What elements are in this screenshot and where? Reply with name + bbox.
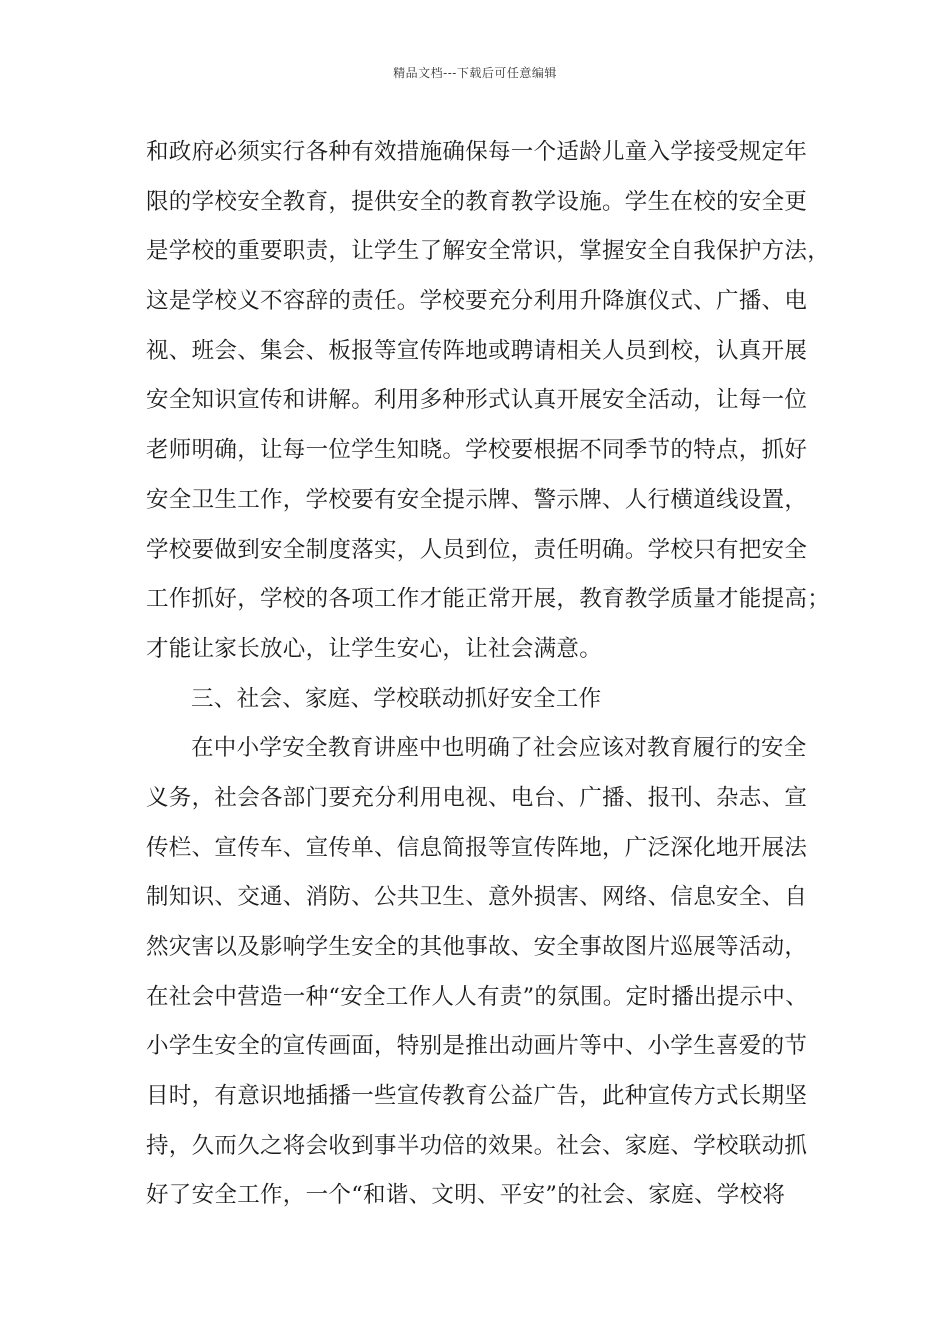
text-line: 视、班会、集会、板报等宣传阵地或聘请相关人员到校，认真开展 — [146, 337, 808, 364]
text-line: 和政府必须实行各种有效措施确保每一个适龄儿童入学接受规定年 — [146, 139, 808, 165]
section-heading: 三、社会、家庭、学校联动抓好安全工作 — [191, 685, 602, 712]
text-line: 义务，社会各部门要充分利用电视、电台、广播、报刊、杂志、宣 — [146, 784, 808, 811]
text-line: 然灾害以及影响学生安全的其他事故、安全事故图片巡展等活动， — [146, 934, 808, 960]
text-line: 限的学校安全教育，提供安全的教育教学设施。学生在校的安全更 — [146, 188, 808, 215]
text-line: 持，久而久之将会收到事半功倍的效果。社会、家庭、学校联动抓 — [146, 1132, 808, 1159]
text-line: 好了安全工作，一个“和谐、文明、平安”的社会、家庭、学校将 — [146, 1182, 786, 1209]
text-line: 目时，有意识地插播一些宣传教育公益广告，此种宣传方式长期坚 — [146, 1083, 808, 1110]
document-body — [146, 128, 831, 1221]
text-line: 安全卫生工作，学校要有安全提示牌、警示牌、人行横道线设置， — [146, 486, 808, 513]
text-line: 传栏、宣传车、宣传单、信息简报等宣传阵地，广泛深化地开展法 — [146, 834, 808, 861]
text-line: 制知识、交通、消防、公共卫生、意外损害、网络、信息安全、自 — [146, 884, 808, 911]
text-line: 老师明确，让每一位学生知晓。学校要根据不同季节的特点，抓好 — [146, 437, 808, 464]
text-line: 安全知识宣传和讲解。利用多种形式认真开展安全活动，让每一位 — [146, 387, 808, 414]
page-header: 精品文档---下载后可任意编辑 — [393, 66, 557, 80]
text-line: 在社会中营造一种“安全工作人人有责”的氛围。定时播出提示中、 — [146, 983, 809, 1010]
text-line: 才能让家长放心，让学生安心，让社会满意。 — [146, 635, 603, 662]
text-line: 这是学校义不容辞的责任。学校要充分利用升降旗仪式、广播、电 — [146, 288, 808, 315]
text-line: 在中小学安全教育讲座中也明确了社会应该对教育履行的安全 — [191, 735, 807, 762]
text-line: 小学生安全的宣传画面，特别是推出动画片等中、小学生喜爱的节 — [146, 1033, 808, 1060]
text-line: 工作抓好，学校的各项工作才能正常开展，教育教学质量才能提高； — [146, 586, 831, 613]
text-line: 学校要做到安全制度落实，人员到位，责任明确。学校只有把安全 — [146, 536, 808, 563]
text-line: 是学校的重要职责，让学生了解安全常识，掌握安全自我保护方法， — [146, 238, 831, 265]
